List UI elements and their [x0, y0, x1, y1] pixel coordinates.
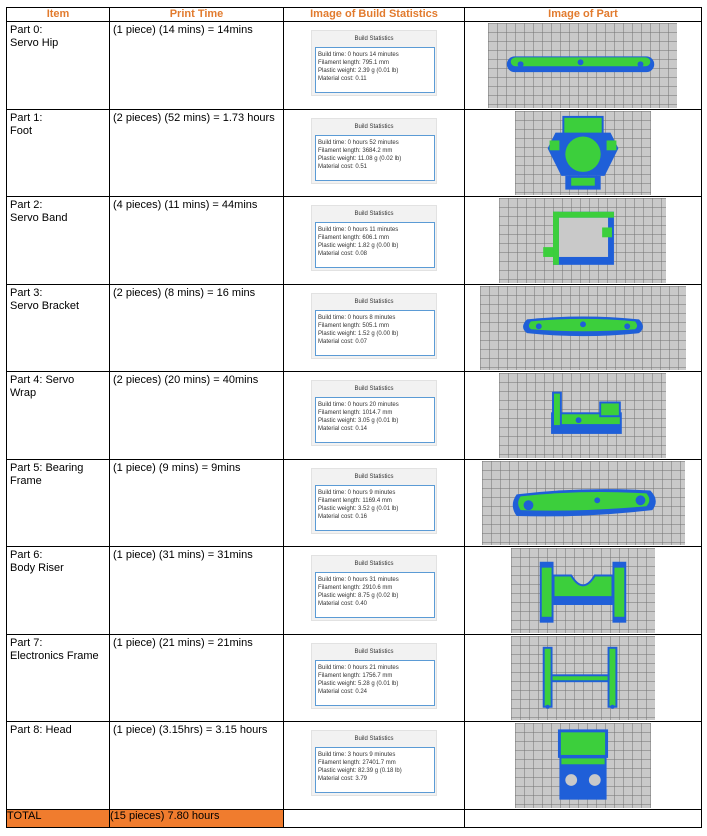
part-render-body-riser [511, 548, 655, 633]
build-stats-title: Build Statistics [354, 298, 394, 305]
item-line: Electronics Frame [10, 649, 99, 662]
material-cost: Material cost: 0.16 [318, 513, 368, 520]
part-image-cell [465, 197, 702, 285]
electronics-frame-part-icon [511, 636, 655, 721]
build-stats-title: Build Statistics [354, 386, 394, 392]
build-stats-title: Build Statistics [354, 648, 394, 655]
item-line: Wrap [10, 387, 37, 399]
build-time: Build time: 3 hours 9 minutes [318, 752, 396, 758]
total-row [7, 809, 702, 827]
part-render-electronics-frame [511, 636, 655, 721]
build-stats-window [311, 555, 437, 621]
build-stats-cell [284, 634, 465, 722]
item-cell [7, 634, 110, 722]
print-time-cell: (2 pieces) (52 mins) = 1.73 hours [110, 109, 284, 197]
foot-part-icon [515, 111, 651, 196]
item-line: Foot [10, 124, 33, 137]
material-cost: Material cost: 3.79 [318, 776, 368, 782]
item-line: Body Riser [10, 562, 64, 574]
build-stats-window [311, 468, 437, 534]
build-stats-box [315, 485, 435, 531]
parts-table [6, 7, 702, 828]
total-empty-cell [284, 809, 465, 827]
bearing-frame-part-icon [482, 461, 685, 546]
part-image-cell [465, 547, 702, 635]
build-stats-title: Build Statistics [354, 123, 394, 130]
build-time: Build time: 0 hours 11 minutes [318, 227, 399, 233]
table-row [7, 459, 702, 547]
build-time: Build time: 0 hours 31 minutes [318, 577, 399, 583]
item-line: Part 8: Head [10, 724, 72, 736]
print-time-cell: (1 piece) (9 mins) = 9mins [110, 459, 284, 547]
filament-length: Filament length: 1014.7 mm [318, 410, 393, 416]
print-time-cell: (1 piece) (14 mins) = 14mins [110, 22, 284, 110]
plastic-weight: Plastic weight: 11.08 g (0.02 lb) [318, 155, 402, 162]
build-stats-window [311, 30, 437, 96]
part-render-servo-band [499, 198, 666, 283]
servo-hip-part-icon [488, 23, 677, 108]
part-render-servo-hip [488, 23, 677, 108]
build-time: Build time: 0 hours 14 minutes [318, 52, 399, 58]
table-row [7, 634, 702, 722]
item-cell [7, 459, 110, 547]
header-print-time: Print Time [110, 8, 284, 22]
total-value: (15 pieces) 7.80 hours [110, 809, 284, 827]
build-stats-title: Build Statistics [354, 473, 394, 480]
item-line: Part 5: Bearing [10, 461, 84, 474]
table-row [7, 372, 702, 460]
material-cost: Material cost: 0.14 [318, 426, 368, 432]
part-image-cell [465, 284, 702, 372]
plastic-weight: Plastic weight: 1.52 g (0.00 lb) [318, 330, 399, 337]
head-part-icon [515, 723, 651, 808]
material-cost: Material cost: 0.24 [318, 688, 368, 695]
item-cell [7, 547, 110, 635]
header-part-image: Image of Part [465, 8, 702, 22]
print-time-cell: (1 piece) (21 mins) = 21mins [110, 634, 284, 722]
item-line: Part 1: [10, 111, 43, 124]
item-line: Frame [10, 474, 42, 487]
build-stats-title: Build Statistics [354, 561, 394, 567]
part-image-cell [465, 109, 702, 197]
filament-length: Filament length: 1756.7 mm [318, 672, 393, 679]
header-row [7, 8, 702, 22]
build-stats-cell [284, 722, 465, 810]
plastic-weight: Plastic weight: 3.05 g (0.01 lb) [318, 418, 399, 424]
print-time-cell: (1 piece) (31 mins) = 31mins [110, 547, 284, 635]
servo-wrap-part-icon [499, 373, 666, 458]
part-image-cell [465, 722, 702, 810]
build-stats-title: Build Statistics [354, 211, 394, 217]
build-stats-box [315, 135, 435, 181]
table-row [7, 22, 702, 110]
item-line: Part 3: [10, 286, 43, 299]
plastic-weight: Plastic weight: 8.75 g (0.02 lb) [318, 593, 399, 599]
material-cost: Material cost: 0.40 [318, 601, 368, 607]
plastic-weight: Plastic weight: 3.52 g (0.01 lb) [318, 505, 399, 512]
print-time-cell: (4 pieces) (11 mins) = 44mins [110, 197, 284, 285]
build-stats-cell [284, 197, 465, 285]
build-stats-box [315, 572, 435, 618]
part-image-cell [465, 634, 702, 722]
item-cell [7, 109, 110, 197]
item-line: Part 4: Servo [10, 374, 75, 386]
item-cell [7, 197, 110, 285]
build-stats-title: Build Statistics [354, 736, 394, 742]
part-render-servo-bracket [480, 286, 686, 371]
build-stats-box [315, 47, 435, 93]
build-stats-box [315, 660, 435, 706]
build-stats-box [315, 310, 435, 356]
header-build-stats: Image of Build Statistics [284, 8, 465, 22]
build-stats-box [315, 222, 435, 268]
part-image-cell [465, 459, 702, 547]
plastic-weight: Plastic weight: 5.28 g (0.01 lb) [318, 680, 399, 687]
header-item: Item [7, 8, 110, 22]
material-cost: Material cost: 0.08 [318, 251, 368, 257]
filament-length: Filament length: 2910.6 mm [318, 585, 393, 591]
plastic-weight: Plastic weight: 1.82 g (0.00 lb) [318, 243, 399, 249]
build-stats-window [311, 380, 437, 446]
build-stats-cell [284, 22, 465, 110]
build-time: Build time: 0 hours 20 minutes [318, 402, 399, 408]
item-line: Part 6: [10, 549, 43, 561]
build-stats-window [311, 205, 437, 271]
item-line: Servo Bracket [10, 299, 80, 312]
total-empty-cell [465, 809, 702, 827]
table-row [7, 284, 702, 372]
part-image-cell [465, 372, 702, 460]
part-render-head [515, 723, 651, 808]
body-riser-part-icon [511, 548, 655, 633]
material-cost: Material cost: 0.07 [318, 338, 368, 345]
filament-length: Filament length: 1169.4 mm [318, 497, 392, 504]
build-stats-window [311, 730, 437, 796]
table-row [7, 197, 702, 285]
plastic-weight: Plastic weight: 82.39 g (0.18 lb) [318, 768, 402, 774]
build-stats-window [311, 643, 437, 709]
print-time-cell: (2 pieces) (8 mins) = 16 mins [110, 284, 284, 372]
build-stats-box [315, 397, 435, 443]
item-cell [7, 284, 110, 372]
build-stats-window [311, 293, 437, 359]
item-cell [7, 22, 110, 110]
item-line: Part 2: [10, 199, 43, 211]
table-row [7, 547, 702, 635]
filament-length: Filament length: 505.1 mm [318, 322, 390, 329]
build-stats-cell [284, 459, 465, 547]
build-time: Build time: 0 hours 9 minutes [318, 489, 396, 496]
build-stats-title: Build Statistics [354, 36, 394, 42]
print-time-cell: (1 piece) (3.15hrs) = 3.15 hours [110, 722, 284, 810]
plastic-weight: Plastic weight: 2.39 g (0.01 lb) [318, 68, 399, 74]
table-row [7, 109, 702, 197]
part-render-servo-wrap [499, 373, 666, 458]
build-stats-box [315, 747, 435, 793]
total-label: TOTAL [7, 809, 110, 827]
filament-length: Filament length: 795.1 mm [318, 60, 390, 66]
part-render-bearing-frame [482, 461, 685, 546]
item-line: Servo Band [10, 212, 68, 224]
item-cell [7, 372, 110, 460]
build-time: Build time: 0 hours 21 minutes [318, 664, 399, 671]
part-render-foot [515, 111, 651, 196]
build-stats-cell [284, 372, 465, 460]
material-cost: Material cost: 0.11 [318, 76, 367, 82]
item-line: Part 0: [10, 24, 43, 36]
filament-length: Filament length: 27401.7 mm [318, 760, 396, 766]
item-line: Part 7: [10, 636, 43, 649]
servo-bracket-part-icon [480, 286, 686, 371]
build-time: Build time: 0 hours 52 minutes [318, 139, 399, 146]
filament-length: Filament length: 3684.2 mm [318, 147, 393, 154]
item-line: Servo Hip [10, 37, 59, 49]
filament-length: Filament length: 606.1 mm [318, 235, 390, 241]
print-time-cell: (2 pieces) (20 mins) = 40mins [110, 372, 284, 460]
item-cell [7, 722, 110, 810]
part-image-cell [465, 22, 702, 110]
build-stats-cell [284, 109, 465, 197]
servo-band-part-icon [499, 198, 666, 283]
material-cost: Material cost: 0.51 [318, 163, 368, 170]
build-stats-cell [284, 284, 465, 372]
table-row [7, 722, 702, 810]
build-time: Build time: 0 hours 8 minutes [318, 314, 396, 321]
build-stats-window [311, 118, 437, 184]
build-stats-cell [284, 547, 465, 635]
